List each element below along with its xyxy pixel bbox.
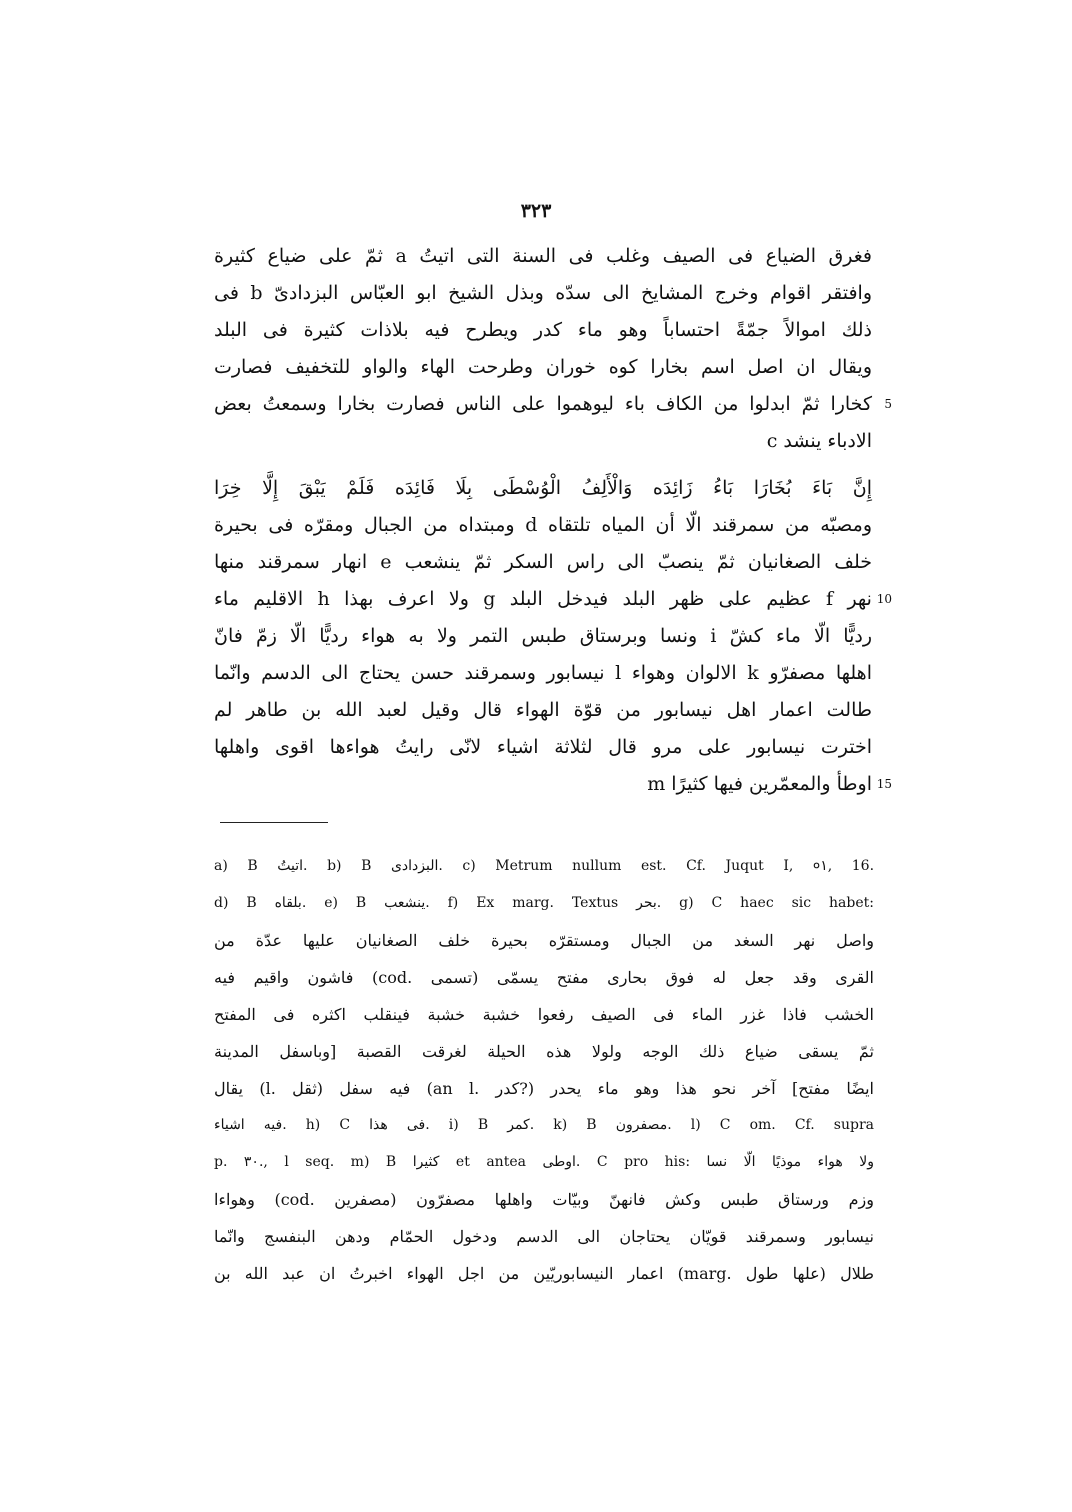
text-line (214, 544, 872, 581)
text-line (214, 349, 872, 386)
verse-line (214, 470, 872, 507)
footnote-line: طلال (علها طول .marg) اعمار النيسابوريّين من اجل الهواء اخبرتُ ان عبد الله بن (214, 1264, 874, 1283)
text-line (214, 766, 892, 803)
line-text: اوطأ والمعمّرين فيها كثيرًا m (647, 773, 872, 795)
line-text: إِنَّ بَاءَ بُخَارَا بَاءُ زَائِدَه وَالْأَلِفُ الْوُسْطَى بِلَا فَائِدَه فَلَمْ يَبْقَ إِلَّا خِرَا (214, 477, 872, 499)
footnote-line: القرى وقد جعل له فوق بحارى مفتح يسمّى (تسمى .cod) فاشون واقيم فيه (214, 968, 875, 987)
line-text: ويقال ان اصل اسم بخارا كوه خوران وطرحت الهاء والواو للتخفيف فصارت (214, 356, 872, 378)
line-number: 10 (876, 592, 892, 606)
text-line (214, 655, 872, 692)
text-line (214, 692, 872, 729)
line-text: وافتقر اقوام وخرج المشايخ الى سدّه وبذل الشيخ ابو العبّاس البزدادىّ b فى (214, 282, 872, 304)
text-line (214, 238, 872, 275)
line-text: نهر f عظيم على ظهر البلد فيدخل البلد g ولا اعرف بهذا h الاقليم ماء (214, 588, 872, 610)
text-line (214, 275, 872, 312)
footnote-line: d) B بلقاه. e) B ينشعب. f) Ex marg. Textus بحر. g) C haec sic habet: (214, 895, 874, 911)
text-line (214, 423, 872, 460)
line-text: ومصبّه من سمرقند الّا أن المياه تلتقاه d ومبتداه من الجبال ومقرّه فى بحيرة (214, 514, 873, 536)
footnote-line: الخشب فاذا غزر الماء فى الصيف رفعوا خشبة خشبة فينقلب اكثره فى المفتح (214, 1005, 874, 1024)
footnote-line: ايضًا مفتح] آخر نحو هذا وهو ماء يحدر (?كدر .an l) فيه سفل (ثقل .l) يقال (214, 1079, 874, 1098)
line-text: كخارا ثمّ ابدلوا من الكاف باء ليوهموا على الناس فصارت بخارا وسمعتُ بعض (214, 393, 872, 415)
line-number: 5 (884, 397, 892, 411)
text-line (214, 729, 872, 766)
text-line (214, 618, 872, 655)
text-line (214, 581, 892, 618)
line-text: فغرق الضياع فى الصيف وغلب فى السنة التى اتيتُ a ثمّ على ضياع كثيرة (214, 245, 873, 267)
footnote-line: a) B اتيتُ. b) B البزدادى. c) Metrum nullum est. Cf. Juqut I, ०١, 16. (214, 858, 875, 874)
line-text: اهلها مصفرّو k الالوان وهواء l نيسابور وسمرقند حسن يحتاج الى الدسم وانّما (214, 662, 872, 684)
footnote-line: نيسابور وسمرقند قويّان يحتاجان الى الدسم ودخول الحمّام ودهن البنفسج وانّما (214, 1227, 874, 1246)
line-text: طالت اعمار اهل نيسابور من قوّة الهواء قال وقيل لعبد الله بن طاهر لم (214, 699, 872, 721)
page-number: ٣٢٣ (520, 200, 552, 222)
line-text: خلف الصغانيان ثمّ ينصبّ الى راس السكر ثمّ ينشعب e انهار سمرقند منها (214, 551, 872, 573)
line-text: ذلك اموالاً جمّةً احتساباً وهو ماء كدر ويطرح فيه بلاذات كثيرة فى البلد (214, 319, 872, 341)
footnote-separator (220, 822, 328, 823)
line-text: الادباء ينشد c (766, 430, 872, 452)
footnote-line: ثمّ يسقى ضياع ذلك الوجه ولولا هذه الحيلة لغرقت القصبة [وباسفل المدينة (214, 1042, 874, 1061)
footnote-line: فيه اشياء. h) C فى هذا. i) B كمر. k) B مصفرون. l) C om. Cf. supra (214, 1117, 874, 1133)
footnote-line: وزم ورستاق طبس وكش فانهنّ وبيّات واهلها مصفرّون (مصفرين .cod) وهواءا (214, 1190, 875, 1209)
footnote-line: واصل نهر السغد من الجبال ومستقرّه بحيرة خلف الصغانيان عليها عدّة من (214, 931, 874, 950)
text-line (214, 386, 892, 423)
footnotes-block (214, 848, 874, 1292)
footnote-line: p. ٣٠., l seq. m) B كثيرا et antea اوطى. C pro his: ولا هواء موذيًا الّا نسا (214, 1154, 874, 1170)
text-line (214, 507, 872, 544)
text-line (214, 312, 872, 349)
line-text: اخترت نيسابور على مرو قال لثلاثة اشياء لانّى رايتُ هواءها اقوى واهلها (214, 736, 872, 758)
main-text-body (214, 238, 892, 803)
line-number: 15 (876, 777, 892, 791)
line-text: رديًّا الّا ماء كشّ i ونسا وبرستاق طبس التمر ولا به هواء رديًّا الّا زمّ فانّ (214, 625, 872, 647)
